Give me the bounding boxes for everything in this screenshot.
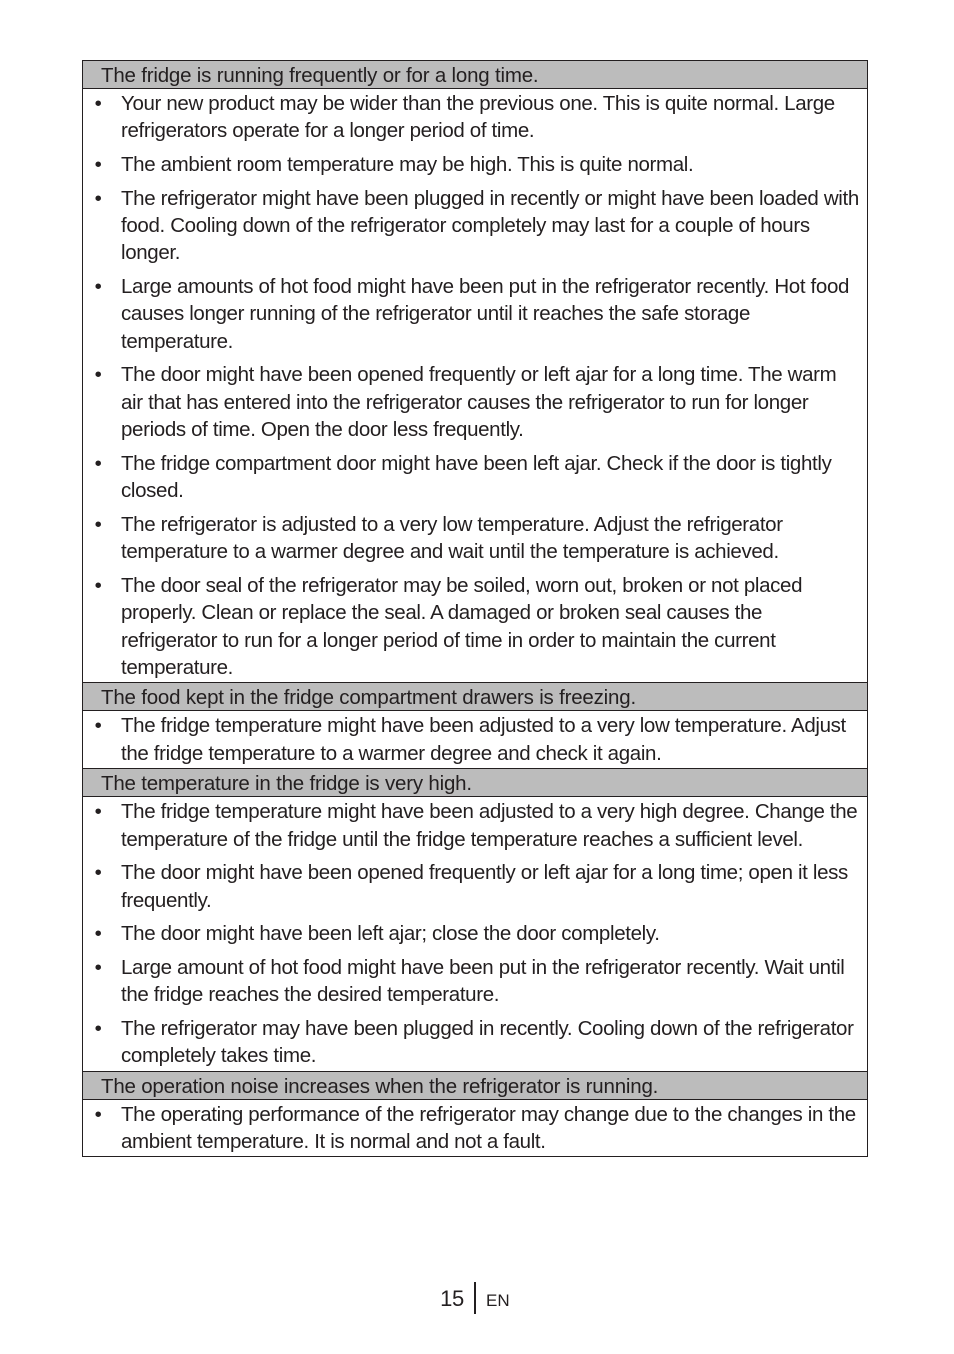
list-item: • The door seal of the refrigerator may be soiled, worn out, broken or not placed properly. Clean or replace the seal. A damaged or broken seal causes the refrigerator to run for a longer period of time in order to maintain the current temperature. (83, 572, 867, 682)
language-code: EN (486, 1291, 510, 1310)
bullet-list (83, 90, 867, 681)
list-item: • The fridge compartment door might have been left ajar. Check if the door is tightly closed. (83, 450, 867, 505)
bullet-icon: • (94, 186, 102, 210)
bullet-list (83, 1101, 867, 1156)
list-item: • The door might have been opened frequently or left ajar for a long time. The warm air that has entered into the refrigerator causes the refrigerator to run for longer periods of time. Open the door less frequently. (83, 361, 867, 443)
bullet-icon: • (94, 1016, 102, 1040)
section-header-operation-noise: The operation noise increases when the refrigerator is running. (83, 1072, 867, 1100)
section-header-running-long: The fridge is running frequently or for a long time. (83, 61, 867, 89)
list-item: • The refrigerator might have been plugged in recently or might have been loaded with food. Cooling down of the refrigerator completely may last for a couple of hours longer. (83, 185, 867, 267)
bullet-list (83, 712, 867, 767)
list-item: • The door might have been opened frequently or left ajar for a long time; open it less frequently. (83, 859, 867, 914)
bullet-icon: • (94, 955, 102, 979)
list-item: • The fridge temperature might have been adjusted to a very low temperature. Adjust the fridge temperature to a warmer degree and check it again. (83, 712, 867, 767)
bullet-icon: • (94, 800, 102, 824)
bullet-icon: • (94, 275, 102, 298)
list-item: • The fridge temperature might have been adjusted to a very high degree. Change the temperature of the fridge until the fridge temperature reaches a sufficient level. (83, 798, 867, 853)
footer-divider (474, 1282, 476, 1314)
bullet-icon: • (94, 512, 102, 536)
bullet-icon: • (94, 92, 102, 115)
list-item: • Your new product may be wider than the previous one. This is quite normal. Large refrigerators operate for a longer period of time. (83, 90, 867, 145)
list-item: • The refrigerator may have been plugged in recently. Cooling down of the refrigerator completely takes time. (83, 1015, 867, 1070)
list-item: • Large amount of hot food might have been put in the refrigerator recently. Wait until the fridge reaches the desired temperature. (83, 954, 867, 1009)
section-body-drawers-freezing (83, 711, 867, 769)
troubleshooting-table (82, 60, 868, 1157)
page-footer (0, 1282, 954, 1316)
bullet-icon: • (94, 573, 102, 597)
bullet-icon: • (94, 861, 102, 885)
section-header-drawers-freezing: The food kept in the fridge compartment drawers is freezing. (83, 683, 867, 711)
list-item: • The operating performance of the refrigerator may change due to the changes in the ambient temperature. It is normal and not a fault. (83, 1101, 867, 1156)
bullet-icon: • (94, 922, 102, 946)
bullet-list (83, 798, 867, 1069)
bullet-icon: • (94, 153, 102, 176)
section-body-running-long (83, 89, 867, 683)
section-body-temperature-high (83, 797, 867, 1071)
list-item: • Large amounts of hot food might have been put in the refrigerator recently. Hot food causes longer running of the refrigerator until it reaches the safe storage temperature. (83, 273, 867, 355)
bullet-icon: • (94, 714, 102, 738)
bullet-icon: • (94, 451, 102, 475)
section-header-temperature-high: The temperature in the fridge is very high. (83, 769, 867, 797)
section-body-operation-noise (83, 1100, 867, 1157)
list-item: • The door might have been left ajar; close the door completely. (83, 920, 867, 947)
list-item: • The ambient room temperature may be high. This is quite normal. (83, 151, 867, 178)
bullet-icon: • (94, 1102, 102, 1126)
page-number: 15 (440, 1286, 464, 1311)
list-item: • The refrigerator is adjusted to a very low temperature. Adjust the refrigerator temperature to a warmer degree and wait until the temperature is achieved. (83, 511, 867, 566)
bullet-icon: • (94, 363, 102, 387)
